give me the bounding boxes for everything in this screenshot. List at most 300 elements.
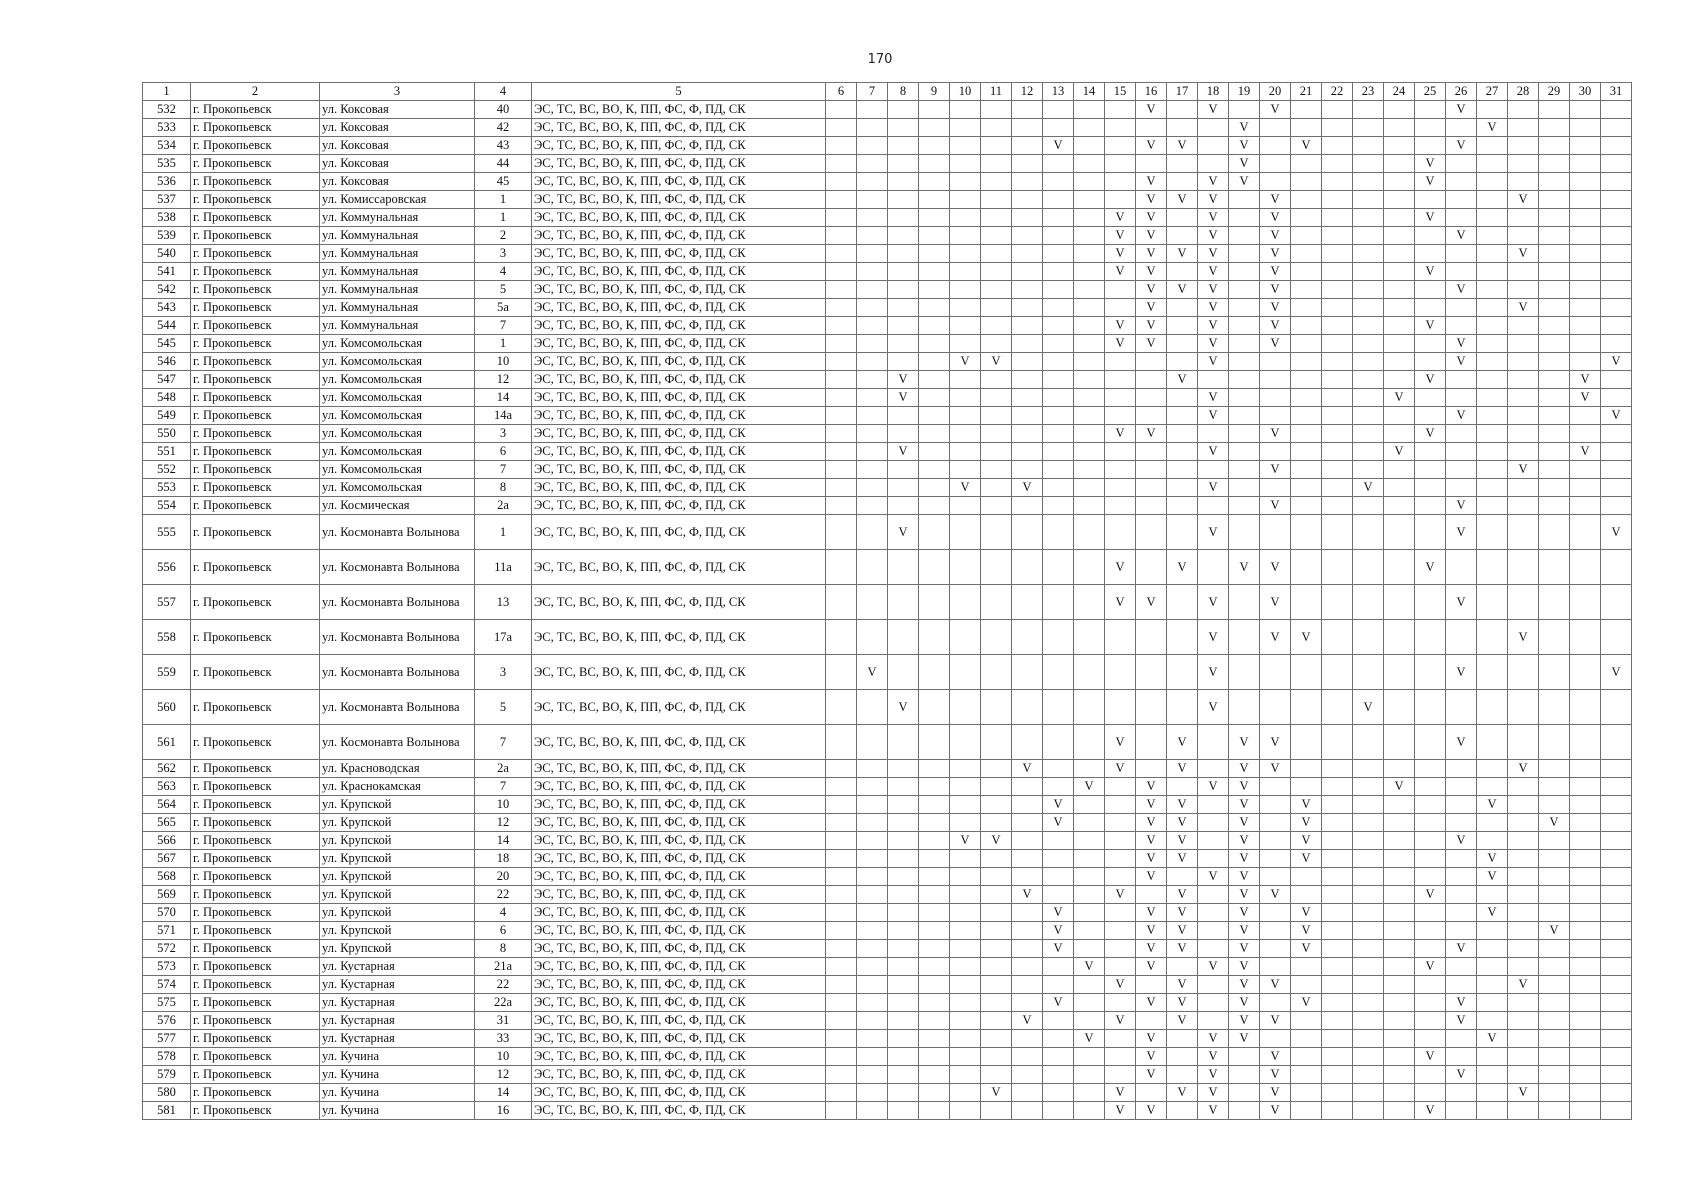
check-mark-col-13: V [1043, 904, 1074, 922]
empty-cell-col-27 [1477, 620, 1508, 655]
check-mark-col-15: V [1105, 976, 1136, 994]
empty-cell-col-24 [1384, 137, 1415, 155]
empty-cell-col-7 [857, 850, 888, 868]
empty-cell-col-27 [1477, 407, 1508, 425]
services-cell: ЭС, ТС, ВС, ВО, К, ПП, ФС, Ф, ПД, СК [532, 550, 826, 585]
city-cell: г. Прокопьевск [191, 209, 320, 227]
empty-cell-col-6 [826, 101, 857, 119]
empty-cell-col-30 [1570, 425, 1601, 443]
services-cell: ЭС, ТС, ВС, ВО, К, ПП, ФС, Ф, ПД, СК [532, 1048, 826, 1066]
empty-cell-col-30 [1570, 1102, 1601, 1120]
empty-cell-col-17 [1167, 119, 1198, 137]
empty-cell-col-15 [1105, 1066, 1136, 1084]
check-mark-col-14: V [1074, 1030, 1105, 1048]
empty-cell-col-14 [1074, 1012, 1105, 1030]
empty-cell-col-12 [1012, 299, 1043, 317]
empty-cell-col-24 [1384, 353, 1415, 371]
row-number: 550 [143, 425, 191, 443]
house-number-cell: 8 [475, 479, 532, 497]
table-row [143, 1084, 1632, 1102]
empty-cell-col-27 [1477, 1102, 1508, 1120]
empty-cell-col-9 [919, 515, 950, 550]
empty-cell-col-27 [1477, 655, 1508, 690]
empty-cell-col-7 [857, 371, 888, 389]
street-cell: ул. Космонавта Волынова [320, 690, 475, 725]
empty-cell-col-19 [1229, 209, 1260, 227]
empty-cell-col-11 [981, 281, 1012, 299]
empty-cell-col-9 [919, 760, 950, 778]
empty-cell-col-29 [1539, 796, 1570, 814]
empty-cell-col-21 [1291, 173, 1322, 191]
check-mark-col-14: V [1074, 778, 1105, 796]
empty-cell-col-20 [1260, 443, 1291, 461]
empty-cell-col-28 [1508, 1030, 1539, 1048]
empty-cell-col-7 [857, 620, 888, 655]
empty-cell-col-8 [888, 725, 919, 760]
empty-cell-col-27 [1477, 940, 1508, 958]
empty-cell-col-10 [950, 101, 981, 119]
empty-cell-col-15 [1105, 137, 1136, 155]
empty-cell-col-10 [950, 443, 981, 461]
empty-cell-col-22 [1322, 155, 1353, 173]
empty-cell-col-28 [1508, 155, 1539, 173]
empty-cell-col-26 [1446, 479, 1477, 497]
check-mark-col-21: V [1291, 796, 1322, 814]
check-mark-col-16: V [1136, 1066, 1167, 1084]
empty-cell-col-29 [1539, 832, 1570, 850]
empty-cell-col-30 [1570, 886, 1601, 904]
empty-cell-col-28 [1508, 655, 1539, 690]
empty-cell-col-23 [1353, 461, 1384, 479]
empty-cell-col-28 [1508, 137, 1539, 155]
check-mark-col-19: V [1229, 958, 1260, 976]
empty-cell-col-31 [1601, 119, 1632, 137]
city-cell: г. Прокопьевск [191, 1048, 320, 1066]
empty-cell-col-7 [857, 425, 888, 443]
empty-cell-col-9 [919, 281, 950, 299]
empty-cell-col-12 [1012, 407, 1043, 425]
empty-cell-col-23 [1353, 227, 1384, 245]
check-mark-col-15: V [1105, 1012, 1136, 1030]
table-row [143, 886, 1632, 904]
row-number: 577 [143, 1030, 191, 1048]
empty-cell-col-6 [826, 1048, 857, 1066]
empty-cell-col-12 [1012, 425, 1043, 443]
empty-cell-col-13 [1043, 209, 1074, 227]
house-number-cell: 12 [475, 814, 532, 832]
empty-cell-col-26 [1446, 263, 1477, 281]
empty-cell-col-29 [1539, 155, 1570, 173]
empty-cell-col-19 [1229, 281, 1260, 299]
empty-cell-col-11 [981, 425, 1012, 443]
empty-cell-col-15 [1105, 407, 1136, 425]
empty-cell-col-26 [1446, 550, 1477, 585]
empty-cell-col-10 [950, 407, 981, 425]
services-cell: ЭС, ТС, ВС, ВО, К, ПП, ФС, Ф, ПД, СК [532, 1066, 826, 1084]
empty-cell-col-22 [1322, 922, 1353, 940]
street-cell: ул. Комсомольская [320, 407, 475, 425]
house-number-cell: 12 [475, 1066, 532, 1084]
empty-cell-col-28 [1508, 886, 1539, 904]
row-number: 568 [143, 868, 191, 886]
table-row [143, 1048, 1632, 1066]
empty-cell-col-6 [826, 976, 857, 994]
empty-cell-col-8 [888, 832, 919, 850]
empty-cell-col-30 [1570, 760, 1601, 778]
empty-cell-col-23 [1353, 1084, 1384, 1102]
empty-cell-col-14 [1074, 335, 1105, 353]
empty-cell-col-24 [1384, 725, 1415, 760]
house-number-cell: 12 [475, 371, 532, 389]
column-number-header [143, 83, 1632, 101]
empty-cell-col-26 [1446, 1030, 1477, 1048]
empty-cell-col-23 [1353, 317, 1384, 335]
empty-cell-col-26 [1446, 904, 1477, 922]
row-number: 546 [143, 353, 191, 371]
street-cell: ул. Крупской [320, 868, 475, 886]
empty-cell-col-20 [1260, 814, 1291, 832]
empty-cell-col-20 [1260, 778, 1291, 796]
street-cell: ул. Коммунальная [320, 299, 475, 317]
check-mark-col-18: V [1198, 353, 1229, 371]
empty-cell-col-26 [1446, 389, 1477, 407]
empty-cell-col-30 [1570, 690, 1601, 725]
empty-cell-col-22 [1322, 886, 1353, 904]
empty-cell-col-13 [1043, 958, 1074, 976]
empty-cell-col-9 [919, 976, 950, 994]
services-cell: ЭС, ТС, ВС, ВО, К, ПП, ФС, Ф, ПД, СК [532, 425, 826, 443]
empty-cell-col-30 [1570, 778, 1601, 796]
empty-cell-col-28 [1508, 1066, 1539, 1084]
empty-cell-col-12 [1012, 725, 1043, 760]
house-number-cell: 31 [475, 1012, 532, 1030]
empty-cell-col-8 [888, 940, 919, 958]
empty-cell-col-30 [1570, 281, 1601, 299]
empty-cell-col-25 [1415, 940, 1446, 958]
street-cell: ул. Комсомольская [320, 443, 475, 461]
empty-cell-col-8 [888, 191, 919, 209]
empty-cell-col-8 [888, 850, 919, 868]
empty-cell-col-6 [826, 1066, 857, 1084]
empty-cell-col-30 [1570, 814, 1601, 832]
check-mark-col-17: V [1167, 1084, 1198, 1102]
empty-cell-col-10 [950, 904, 981, 922]
row-number: 543 [143, 299, 191, 317]
empty-cell-col-10 [950, 263, 981, 281]
services-cell: ЭС, ТС, ВС, ВО, К, ПП, ФС, Ф, ПД, СК [532, 227, 826, 245]
empty-cell-col-30 [1570, 173, 1601, 191]
check-mark-col-21: V [1291, 832, 1322, 850]
empty-cell-col-12 [1012, 1030, 1043, 1048]
check-mark-col-18: V [1198, 173, 1229, 191]
services-cell: ЭС, ТС, ВС, ВО, К, ПП, ФС, Ф, ПД, СК [532, 101, 826, 119]
empty-cell-col-10 [950, 778, 981, 796]
empty-cell-col-20 [1260, 850, 1291, 868]
empty-cell-col-19 [1229, 101, 1260, 119]
house-number-cell: 1 [475, 209, 532, 227]
house-number-cell: 5а [475, 299, 532, 317]
services-cell: ЭС, ТС, ВС, ВО, К, ПП, ФС, Ф, ПД, СК [532, 725, 826, 760]
city-cell: г. Прокопьевск [191, 461, 320, 479]
empty-cell-col-20 [1260, 655, 1291, 690]
empty-cell-col-31 [1601, 263, 1632, 281]
check-mark-col-19: V [1229, 922, 1260, 940]
empty-cell-col-15 [1105, 690, 1136, 725]
empty-cell-col-23 [1353, 796, 1384, 814]
empty-cell-col-30 [1570, 137, 1601, 155]
empty-cell-col-14 [1074, 1102, 1105, 1120]
empty-cell-col-30 [1570, 515, 1601, 550]
check-mark-col-15: V [1105, 317, 1136, 335]
empty-cell-col-25 [1415, 814, 1446, 832]
house-number-cell: 7 [475, 725, 532, 760]
check-mark-col-27: V [1477, 904, 1508, 922]
empty-cell-col-23 [1353, 353, 1384, 371]
city-cell: г. Прокопьевск [191, 1012, 320, 1030]
empty-cell-col-13 [1043, 389, 1074, 407]
check-mark-col-19: V [1229, 868, 1260, 886]
empty-cell-col-14 [1074, 137, 1105, 155]
street-cell: ул. Крупской [320, 940, 475, 958]
check-mark-col-21: V [1291, 814, 1322, 832]
check-mark-col-19: V [1229, 976, 1260, 994]
empty-cell-col-10 [950, 1030, 981, 1048]
empty-cell-col-6 [826, 550, 857, 585]
empty-cell-col-9 [919, 585, 950, 620]
empty-cell-col-11 [981, 725, 1012, 760]
empty-cell-col-10 [950, 1102, 981, 1120]
empty-cell-col-11 [981, 335, 1012, 353]
services-cell: ЭС, ТС, ВС, ВО, К, ПП, ФС, Ф, ПД, СК [532, 976, 826, 994]
empty-cell-col-11 [981, 976, 1012, 994]
empty-cell-col-22 [1322, 317, 1353, 335]
empty-cell-col-28 [1508, 690, 1539, 725]
empty-cell-col-24 [1384, 515, 1415, 550]
empty-cell-col-14 [1074, 209, 1105, 227]
empty-cell-col-7 [857, 497, 888, 515]
empty-cell-col-22 [1322, 497, 1353, 515]
empty-cell-col-30 [1570, 245, 1601, 263]
check-mark-col-16: V [1136, 868, 1167, 886]
check-mark-col-16: V [1136, 1030, 1167, 1048]
row-number: 549 [143, 407, 191, 425]
check-mark-col-10: V [950, 353, 981, 371]
column-header-4: 4 [475, 83, 532, 101]
empty-cell-col-23 [1353, 585, 1384, 620]
empty-cell-col-17 [1167, 1048, 1198, 1066]
empty-cell-col-25 [1415, 620, 1446, 655]
empty-cell-col-28 [1508, 778, 1539, 796]
empty-cell-col-18 [1198, 1012, 1229, 1030]
check-mark-col-12: V [1012, 760, 1043, 778]
row-number: 536 [143, 173, 191, 191]
empty-cell-col-20 [1260, 155, 1291, 173]
column-header-9: 9 [919, 83, 950, 101]
empty-cell-col-28 [1508, 515, 1539, 550]
empty-cell-col-21 [1291, 191, 1322, 209]
row-number: 539 [143, 227, 191, 245]
city-cell: г. Прокопьевск [191, 317, 320, 335]
empty-cell-col-15 [1105, 371, 1136, 389]
column-header-17: 17 [1167, 83, 1198, 101]
empty-cell-col-22 [1322, 940, 1353, 958]
empty-cell-col-14 [1074, 832, 1105, 850]
check-mark-col-18: V [1198, 263, 1229, 281]
empty-cell-col-17 [1167, 443, 1198, 461]
empty-cell-col-8 [888, 760, 919, 778]
city-cell: г. Прокопьевск [191, 958, 320, 976]
empty-cell-col-26 [1446, 299, 1477, 317]
services-cell: ЭС, ТС, ВС, ВО, К, ПП, ФС, Ф, ПД, СК [532, 173, 826, 191]
empty-cell-col-8 [888, 620, 919, 655]
empty-cell-col-14 [1074, 245, 1105, 263]
empty-cell-col-28 [1508, 335, 1539, 353]
check-mark-col-18: V [1198, 690, 1229, 725]
empty-cell-col-13 [1043, 690, 1074, 725]
check-mark-col-26: V [1446, 101, 1477, 119]
empty-cell-col-29 [1539, 976, 1570, 994]
column-header-2: 2 [191, 83, 320, 101]
empty-cell-col-20 [1260, 137, 1291, 155]
empty-cell-col-8 [888, 886, 919, 904]
empty-cell-col-26 [1446, 461, 1477, 479]
empty-cell-col-15 [1105, 958, 1136, 976]
empty-cell-col-21 [1291, 227, 1322, 245]
empty-cell-col-22 [1322, 299, 1353, 317]
city-cell: г. Прокопьевск [191, 479, 320, 497]
empty-cell-col-20 [1260, 904, 1291, 922]
empty-cell-col-10 [950, 191, 981, 209]
empty-cell-col-24 [1384, 814, 1415, 832]
table-row [143, 904, 1632, 922]
empty-cell-col-30 [1570, 353, 1601, 371]
empty-cell-col-15 [1105, 479, 1136, 497]
services-cell: ЭС, ТС, ВС, ВО, К, ПП, ФС, Ф, ПД, СК [532, 1012, 826, 1030]
empty-cell-col-24 [1384, 317, 1415, 335]
empty-cell-col-30 [1570, 1048, 1601, 1066]
empty-cell-col-17 [1167, 479, 1198, 497]
services-cell: ЭС, ТС, ВС, ВО, К, ПП, ФС, Ф, ПД, СК [532, 353, 826, 371]
empty-cell-col-19 [1229, 227, 1260, 245]
empty-cell-col-11 [981, 1048, 1012, 1066]
empty-cell-col-22 [1322, 227, 1353, 245]
empty-cell-col-30 [1570, 976, 1601, 994]
empty-cell-col-15 [1105, 796, 1136, 814]
empty-cell-col-17 [1167, 655, 1198, 690]
empty-cell-col-23 [1353, 655, 1384, 690]
empty-cell-col-27 [1477, 814, 1508, 832]
check-mark-col-15: V [1105, 725, 1136, 760]
check-mark-col-18: V [1198, 443, 1229, 461]
city-cell: г. Прокопьевск [191, 832, 320, 850]
empty-cell-col-28 [1508, 585, 1539, 620]
check-mark-col-18: V [1198, 227, 1229, 245]
check-mark-col-19: V [1229, 796, 1260, 814]
row-number: 538 [143, 209, 191, 227]
empty-cell-col-21 [1291, 655, 1322, 690]
empty-cell-col-24 [1384, 407, 1415, 425]
street-cell: ул. Коксовая [320, 155, 475, 173]
empty-cell-col-22 [1322, 407, 1353, 425]
empty-cell-col-14 [1074, 976, 1105, 994]
empty-cell-col-13 [1043, 976, 1074, 994]
row-number: 542 [143, 281, 191, 299]
empty-cell-col-25 [1415, 101, 1446, 119]
empty-cell-col-30 [1570, 796, 1601, 814]
empty-cell-col-14 [1074, 550, 1105, 585]
check-mark-col-15: V [1105, 760, 1136, 778]
empty-cell-col-22 [1322, 173, 1353, 191]
empty-cell-col-29 [1539, 515, 1570, 550]
check-mark-col-20: V [1260, 497, 1291, 515]
empty-cell-col-21 [1291, 690, 1322, 725]
empty-cell-col-24 [1384, 585, 1415, 620]
column-header-20: 20 [1260, 83, 1291, 101]
column-header-6: 6 [826, 83, 857, 101]
empty-cell-col-10 [950, 1066, 981, 1084]
empty-cell-col-9 [919, 922, 950, 940]
empty-cell-col-29 [1539, 760, 1570, 778]
check-mark-col-19: V [1229, 1012, 1260, 1030]
check-mark-col-28: V [1508, 461, 1539, 479]
empty-cell-col-29 [1539, 443, 1570, 461]
empty-cell-col-9 [919, 725, 950, 760]
check-mark-col-19: V [1229, 1030, 1260, 1048]
empty-cell-col-9 [919, 101, 950, 119]
check-mark-col-26: V [1446, 940, 1477, 958]
empty-cell-col-14 [1074, 850, 1105, 868]
empty-cell-col-12 [1012, 976, 1043, 994]
empty-cell-col-26 [1446, 886, 1477, 904]
empty-cell-col-12 [1012, 778, 1043, 796]
empty-cell-col-9 [919, 191, 950, 209]
check-mark-col-20: V [1260, 1048, 1291, 1066]
street-cell: ул. Кучина [320, 1084, 475, 1102]
empty-cell-col-17 [1167, 1066, 1198, 1084]
check-mark-col-13: V [1043, 922, 1074, 940]
empty-cell-col-12 [1012, 1084, 1043, 1102]
check-mark-col-31: V [1601, 353, 1632, 371]
empty-cell-col-23 [1353, 550, 1384, 585]
house-number-cell: 20 [475, 868, 532, 886]
check-mark-col-16: V [1136, 904, 1167, 922]
empty-cell-col-8 [888, 479, 919, 497]
empty-cell-col-13 [1043, 832, 1074, 850]
empty-cell-col-31 [1601, 479, 1632, 497]
empty-cell-col-16 [1136, 389, 1167, 407]
empty-cell-col-24 [1384, 425, 1415, 443]
empty-cell-col-26 [1446, 796, 1477, 814]
check-mark-col-18: V [1198, 515, 1229, 550]
check-mark-col-16: V [1136, 173, 1167, 191]
empty-cell-col-13 [1043, 281, 1074, 299]
empty-cell-col-6 [826, 119, 857, 137]
empty-cell-col-22 [1322, 1048, 1353, 1066]
house-number-cell: 7 [475, 461, 532, 479]
services-cell: ЭС, ТС, ВС, ВО, К, ПП, ФС, Ф, ПД, СК [532, 850, 826, 868]
empty-cell-col-24 [1384, 550, 1415, 585]
empty-cell-col-19 [1229, 191, 1260, 209]
street-cell: ул. Крупской [320, 886, 475, 904]
street-cell: ул. Космонавта Волынова [320, 725, 475, 760]
empty-cell-col-16 [1136, 886, 1167, 904]
empty-cell-col-26 [1446, 191, 1477, 209]
empty-cell-col-22 [1322, 1066, 1353, 1084]
check-mark-col-18: V [1198, 958, 1229, 976]
check-mark-col-25: V [1415, 1048, 1446, 1066]
empty-cell-col-6 [826, 760, 857, 778]
check-mark-col-20: V [1260, 425, 1291, 443]
